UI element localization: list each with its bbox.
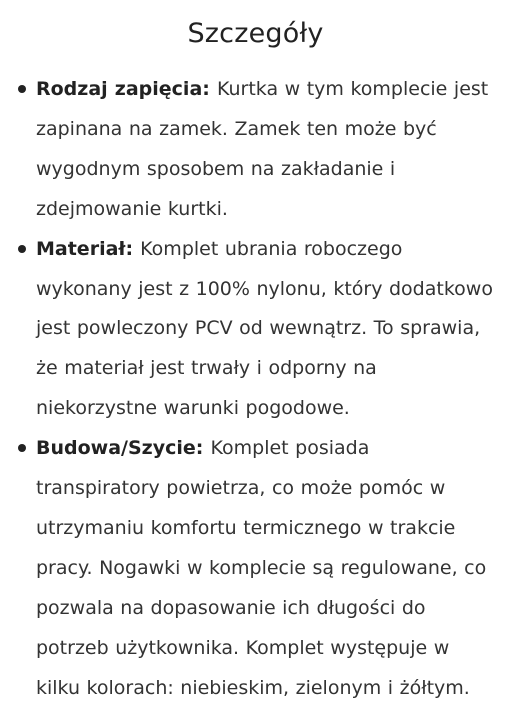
details-list — [0, 70, 511, 709]
bullet-icon — [18, 444, 26, 452]
item-label: Budowa/Szycie: — [36, 437, 211, 460]
section-title: Szczegóły — [187, 18, 324, 49]
bullet-icon — [18, 245, 26, 253]
list-item-material — [0, 230, 511, 430]
item-text: Komplet posiada transpiratory powietrza, co może pomóc w utrzymaniu komfortu termicznego w trakcie pracy. Nogawki w komplecie są regulowane, co pozwala na dopasowanie ich długości do potrzeb użytkownika. Komplet występuje w kilku kolorach: niebieskim, zielonym i żółtym. — [36, 437, 487, 699]
list-item-construction — [0, 429, 511, 708]
item-label: Materiał: — [36, 237, 141, 260]
list-item-fastening — [0, 70, 511, 230]
item-label: Rodzaj zapięcia: — [36, 78, 217, 100]
bullet-icon — [18, 85, 26, 93]
item-text: Kurtka w tym komplecie jest zapinana na zamek. Zamek ten może być wygodnym sposobem na zakładanie i zdejmowanie kurtki. — [36, 78, 489, 220]
item-text: Komplet ubrania roboczego wykonany jest z 100% nylonu, który dodatkowo jest powleczony PCV od wewnątrz. To sprawia, że materiał jest trwały i odporny na niekorzystne warunki pogodowe. — [36, 237, 493, 420]
